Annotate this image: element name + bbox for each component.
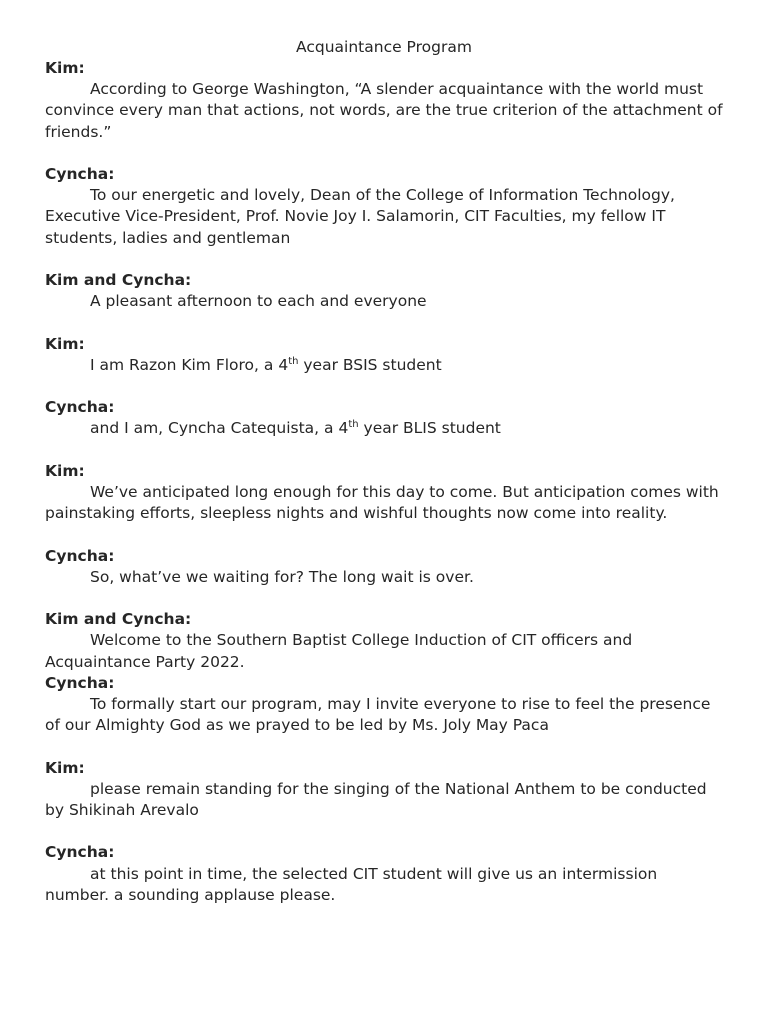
dialogue-block [45, 397, 725, 439]
dialogue-block [45, 58, 725, 143]
speaker-line [45, 418, 725, 439]
speaker-label: Kim: [45, 59, 85, 77]
speaker-line: We’ve anticipated long enough for this day to come. But anticipation comes with painstaking efforts, sleepless nights and wishful thoughts now come into reality. [45, 482, 719, 523]
speaker-label: Cyncha: [45, 398, 115, 417]
speaker-label: Kim: [45, 334, 85, 353]
speaker-line: To formally start our program, may I invite everyone to rise to feel the presence of our Almighty God as we prayed to be led by Ms. Joly May Paca [45, 694, 711, 735]
speaker-line: Welcome to the Southern Baptist College Induction of CIT officers and Acquaintance Party 2022. [45, 631, 633, 671]
speaker-label: Cyncha: [45, 546, 115, 565]
speaker-line: To our energetic and lovely, Dean of the College of Information Technology, Executive Vice-President, Prof. Novie Joy I. Salamorin, CIT Faculties, my fellow IT students, ladies and gentleman [45, 186, 675, 247]
dialogue-block [45, 270, 725, 312]
speaker-label: Kim and Cyncha: [45, 610, 192, 629]
speaker-line: According to George Washington, “A slender acquaintance with the world must convince every man that actions, not words, are the true criterion of the attachment of friends.” [45, 80, 723, 141]
speaker-label: Kim and Cyncha: [45, 271, 192, 289]
dialogue-block [45, 461, 725, 525]
speaker-line: So, what’ve we waiting for? The long wait is over. [90, 567, 474, 586]
ordinal-suffix: th [348, 419, 359, 431]
dialogue-block [45, 842, 725, 906]
line-text: year BSIS student [298, 355, 442, 374]
speaker-line: at this point in time, the selected CIT student will give us an intermission number. a sounding applause please. [45, 864, 658, 904]
dialogue-block [45, 334, 725, 376]
speaker-line: please remain standing for the singing of the National Anthem to be conducted by Shikinah Arevalo [45, 779, 707, 819]
speaker-label: Kim: [45, 461, 85, 480]
line-text: year BLIS student [358, 419, 501, 438]
dialogue-block [45, 673, 725, 737]
dialogue-block [45, 609, 725, 673]
speaker-label: Cyncha: [45, 165, 115, 183]
dialogue-block [45, 164, 725, 249]
document-title: Acquaintance Program [296, 38, 472, 56]
line-text: I am Razon Kim Floro, a 4 [90, 355, 289, 374]
ordinal-suffix: th [288, 355, 299, 367]
document-body [45, 58, 725, 906]
speaker-label: Kim: [45, 758, 85, 777]
speaker-label: Cyncha: [45, 673, 115, 692]
line-text: and I am, Cyncha Catequista, a 4 [90, 419, 349, 438]
speaker-label: Cyncha: [45, 843, 115, 862]
speaker-line [45, 355, 725, 376]
dialogue-block [45, 546, 725, 588]
speaker-line: A pleasant afternoon to each and everyone [90, 292, 427, 311]
dialogue-block [45, 758, 725, 822]
